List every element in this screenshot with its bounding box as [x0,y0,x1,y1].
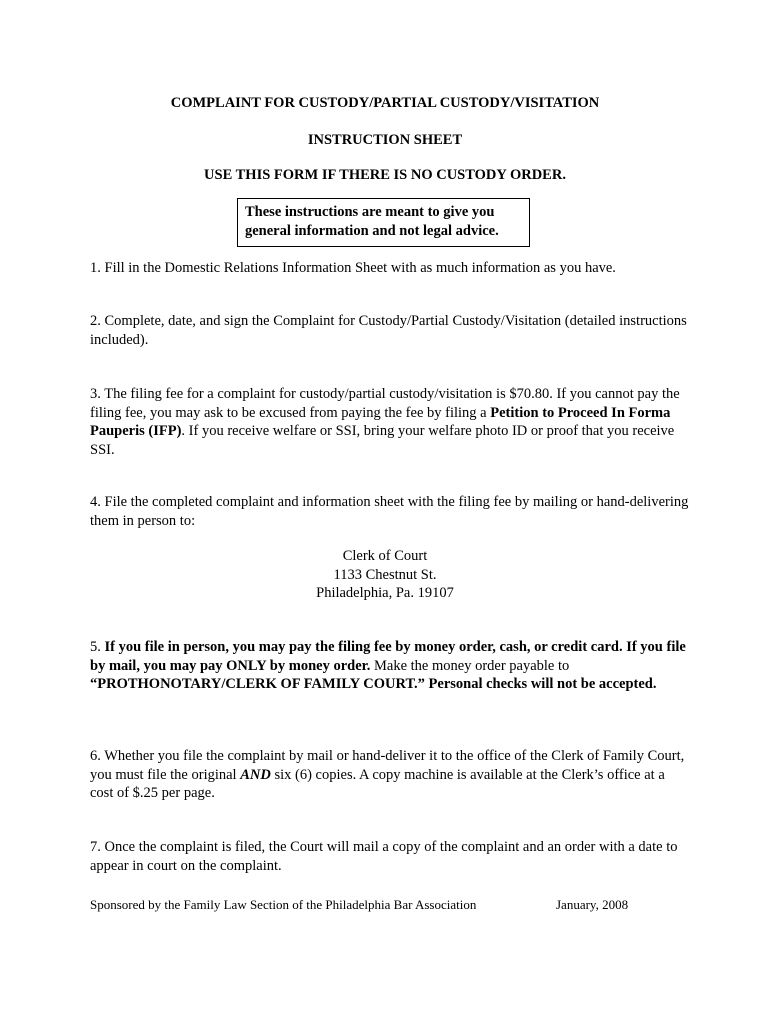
notice-line-2: general information and not legal advice. [245,223,499,239]
item-5-payee: “PROTHONOTARY/CLERK OF FAMILY COURT.” Personal checks will not be accepted. [90,676,657,692]
clerk-address [0,547,770,603]
address-line-3: Philadelphia, Pa. 19107 [316,585,454,601]
footer-sponsor: Sponsored by the Family Law Section of the Philadelphia Bar Association [90,897,477,912]
instruction-item-2: 2. Complete, date, and sign the Complaint for Custody/Partial Custody/Visitation (detailed instructions included). [90,313,687,348]
use-form-notice: USE THIS FORM IF THERE IS NO CUSTODY ORDER. [204,167,566,183]
instruction-item-5 [90,638,690,694]
item-6-and-emphasis: AND [240,766,271,783]
item-6-text-c: six (6) copies. A copy machine is available at the Clerk’s office at a cost of $.25 per page. [90,766,665,801]
instruction-item-4: 4. File the completed complaint and information sheet with the filing fee by mailing or hand-delivering them in person to: [90,494,689,529]
instruction-item-6 [90,747,690,803]
address-line-1: Clerk of Court [342,548,428,564]
document-subtitle: INSTRUCTION SHEET [307,132,463,148]
item-5-payment-rules: If you file in person, you may pay the filing fee by money order, cash, or credit card. If you file by mail, you may pay ONLY by money order. [90,639,686,674]
item-6-text-a: 6. Whether you file the complaint by mail or hand-deliver it to the office of the Clerk of Family Court, you must file the original [90,748,685,783]
item-3-text-c: . If you receive welfare or SSI, bring your welfare photo ID or proof that you receive SSI. [90,423,675,458]
ifp-petition-name: Petition to Proceed In Forma Pauperis (IFP) [90,404,671,439]
item-3-text-a: 3. The filing fee for a complaint for custody/partial custody/visitation is $70.80. If you cannot pay the filing fee, you may ask to be excused from paying the fee by filing a [90,386,680,421]
instruction-item-7: 7. Once the complaint is filed, the Court will mail a copy of the complaint and an order with a date to appear in court on the complaint. [90,839,678,874]
instruction-item-1: 1. Fill in the Domestic Relations Information Sheet with as much information as you have. [90,260,616,276]
address-line-2: 1133 Chestnut St. [333,566,437,583]
document-title: COMPLAINT FOR CUSTODY/PARTIAL CUSTODY/VISITATION [170,95,600,111]
item-5-text-c: Make the money order payable to [370,657,570,674]
legal-advice-notice-box [237,198,530,247]
item-5-number: 5. [90,639,105,655]
footer-date: January, 2008 [556,897,629,912]
notice-line-1: These instructions are meant to give you [245,204,495,220]
instruction-item-3 [90,385,690,459]
